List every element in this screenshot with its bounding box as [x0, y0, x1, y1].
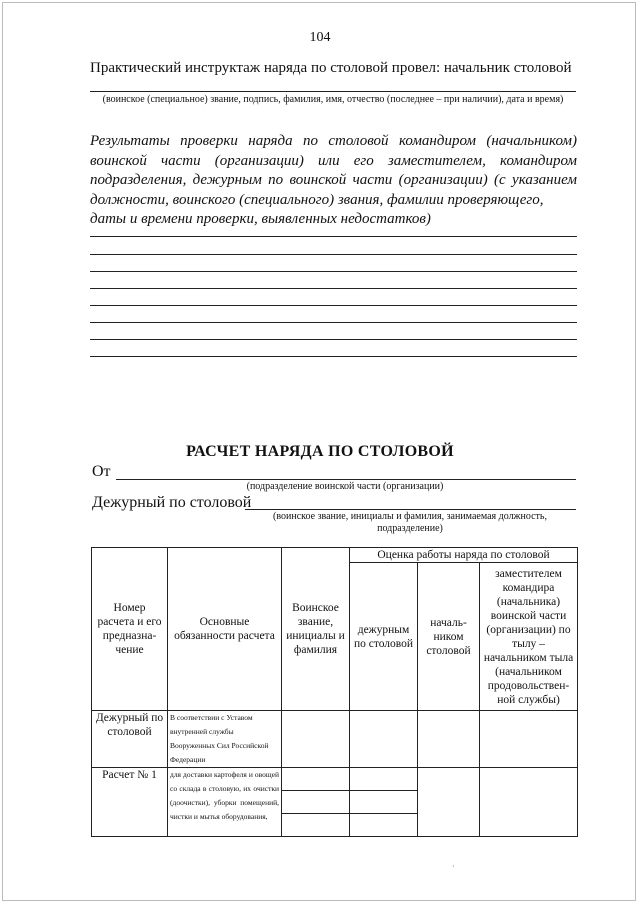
- row-1-rank: [282, 768, 350, 837]
- inspection-text: [90, 132, 577, 230]
- header-number: Номер расчета и его предназна-чение: [92, 548, 168, 711]
- blank-line: [90, 236, 577, 237]
- row-1-duties: для доставки картофеля и овощей со склада в столовую, их очистки (доочистки), уборки помещений, чистки и мытья оборудования,: [168, 768, 282, 837]
- inspection-line-5: даты и времени проверки, выявленных недостатков): [90, 211, 431, 227]
- from-caption: (подразделение воинской части (организации): [246, 481, 444, 492]
- header-evaluation: Оценка работы наряда по столовой: [350, 548, 578, 563]
- signature-line: [90, 91, 576, 92]
- duty-label: Дежурный по столовой: [92, 494, 252, 511]
- header-eval-chief: началь-ником столовой: [418, 563, 480, 711]
- row-1-eval-deputy: [480, 768, 578, 837]
- instruction-line: Практический инструктаж наряда по столовой провел: начальник столовой: [90, 60, 572, 76]
- inspection-line-2: воинской части (организации) или его заместителем, командиром: [90, 152, 577, 169]
- blank-line: [90, 339, 577, 340]
- row-duty-eval-chief: [418, 711, 480, 768]
- duty-line: [245, 509, 576, 510]
- blank-line: [90, 254, 577, 255]
- row-1-eval-chief: [418, 768, 480, 837]
- inspection-line-1: Результаты проверки наряда по столовой командиром (начальником): [90, 133, 577, 149]
- blank-line: [90, 288, 577, 289]
- inspection-line-3: подразделения, дежурным по воинской части (организации) (с указанием: [90, 172, 577, 188]
- row-duty-eval-duty: [350, 711, 418, 768]
- duty-caption: (воинское звание, инициалы и фамилия, занимаемая должность, подразделение): [273, 511, 547, 534]
- instruction-caption: (воинское (специальное) звание, подпись, фамилия, имя, отчество (последнее – при наличии), дата и время): [102, 94, 564, 105]
- header-eval-deputy: заместителем командира (начальника) воинской части (организации) по тылу – начальником тыла (начальником продовольствен-ной службы): [480, 563, 578, 711]
- page-number: 104: [309, 30, 331, 45]
- header-eval-duty: дежурным по столовой: [350, 563, 418, 711]
- roster-title: РАСЧЕТ НАРЯДА ПО СТОЛОВОЙ: [186, 443, 454, 460]
- blank-line: [90, 305, 577, 306]
- header-rank: Воинское звание, инициалы и фамилия: [282, 548, 350, 711]
- header-duties: Основные обязанности расчета: [168, 548, 282, 711]
- row-duty-name: Дежурный по столовой: [92, 711, 168, 768]
- blank-line: [90, 322, 577, 323]
- row-duty-duties: В соответствии с Уставом внутренней службы Вооруженных Сил Российской Федерации: [168, 711, 282, 768]
- inspection-line-4: должности, воинского (специального) звания, фамилии проверяющего,: [90, 191, 544, 208]
- row-1-name: Расчет № 1: [92, 768, 168, 837]
- row-duty-eval-deputy: [480, 711, 578, 768]
- from-label: От: [92, 463, 111, 480]
- blank-line: [90, 356, 577, 357]
- roster-table: [91, 547, 578, 837]
- row-duty-rank: [282, 711, 350, 768]
- row-1-eval-duty: [350, 768, 418, 837]
- scan-dot: ·: [452, 862, 455, 871]
- from-line: [116, 479, 576, 480]
- blank-line: [90, 271, 577, 272]
